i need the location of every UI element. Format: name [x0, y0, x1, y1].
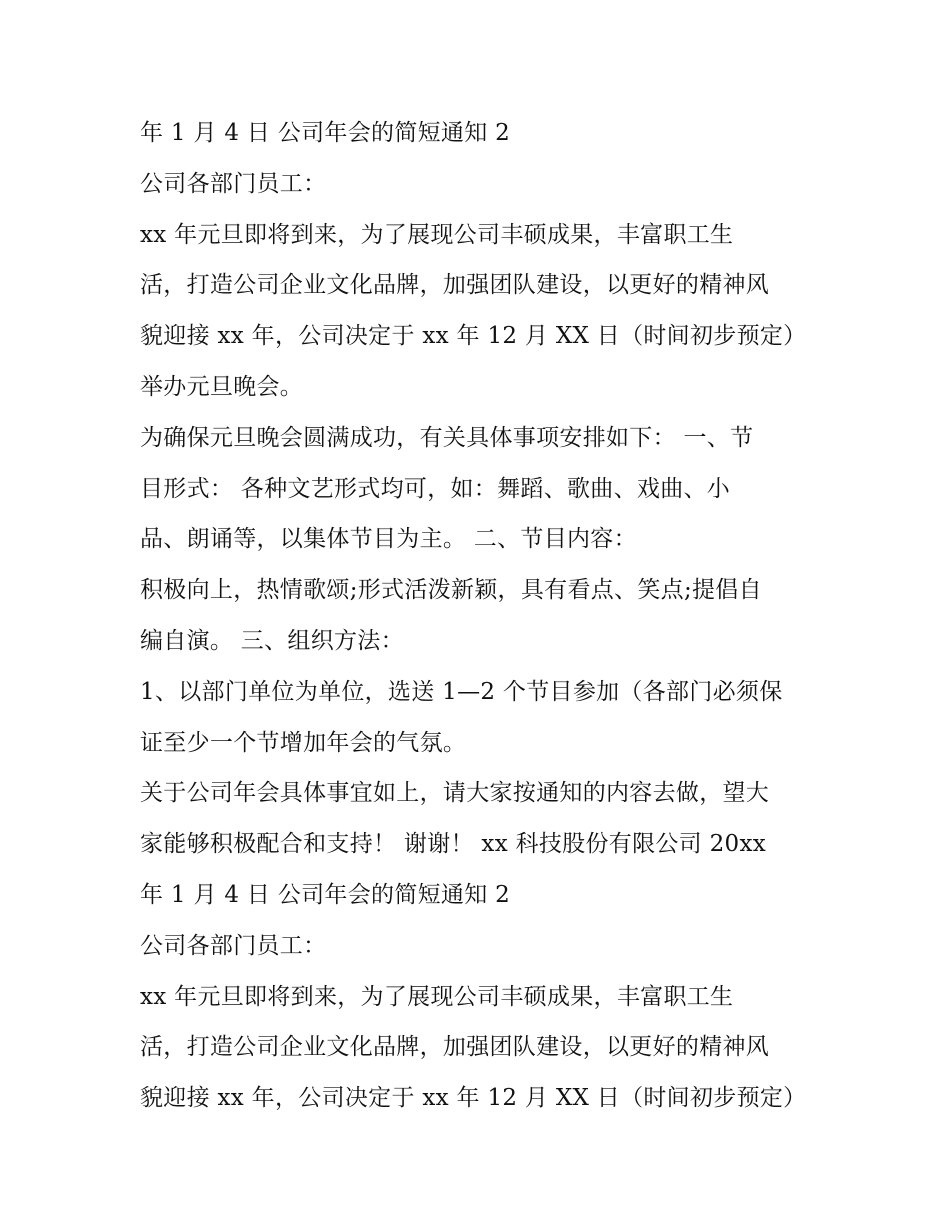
text-line: 举办元旦晚会。 [140, 373, 304, 400]
document-body [140, 108, 830, 1124]
text-line: 年 1 月 4 日 公司年会的简短通知 2 [140, 120, 511, 146]
text-line: 貌迎接 xx 年，公司决定于 xx 年 12 月 XX 日（时间初步预定） [140, 1085, 807, 1112]
text-line: 为确保元旦晚会圆满成功，有关具体事项安排如下： 一、节 [140, 424, 754, 451]
text-line: xx 年元旦即将到来，为了展现公司丰硕成果，丰富职工生 [140, 983, 734, 1010]
text-line: 1、以部门单位为单位，选送 1—2 个节目参加（各部门必须保 [140, 678, 783, 705]
text-line: 品、朗诵等，以集体节目为主。 二、节目内容： [140, 526, 637, 553]
text-line: 活，打造公司企业文化品牌，加强团队建设，以更好的精神风 [140, 1034, 770, 1061]
text-line: 公司各部门员工： [140, 170, 327, 197]
text-line: 年 1 月 4 日 公司年会的简短通知 2 [140, 881, 511, 908]
text-line: 编自演。 三、组织方法： [140, 627, 404, 654]
text-line: 公司各部门员工： [140, 932, 327, 959]
text-line: 目形式： 各种文艺形式均可，如：舞蹈、歌曲、戏曲、小 [140, 475, 731, 502]
text-line: 家能够积极配合和支持！ 谢谢！ xx 科技股份有限公司 20xx [140, 831, 766, 858]
text-line: 积极向上，热情歌颂;形式活泼新颖，具有看点、笑点;提倡自 [140, 577, 762, 604]
text-line: 貌迎接 xx 年，公司决定于 xx 年 12 月 XX 日（时间初步预定） [140, 323, 807, 350]
text-line: xx 年元旦即将到来，为了展现公司丰硕成果，丰富职工生 [140, 221, 734, 248]
text-line: 证至少一个节增加年会的气氛。 [140, 729, 467, 756]
text-line: 活，打造公司企业文化品牌，加强团队建设，以更好的精神风 [140, 272, 770, 299]
text-line: 关于公司年会具体事宜如上，请大家按通知的内容去做，望大 [140, 780, 770, 807]
